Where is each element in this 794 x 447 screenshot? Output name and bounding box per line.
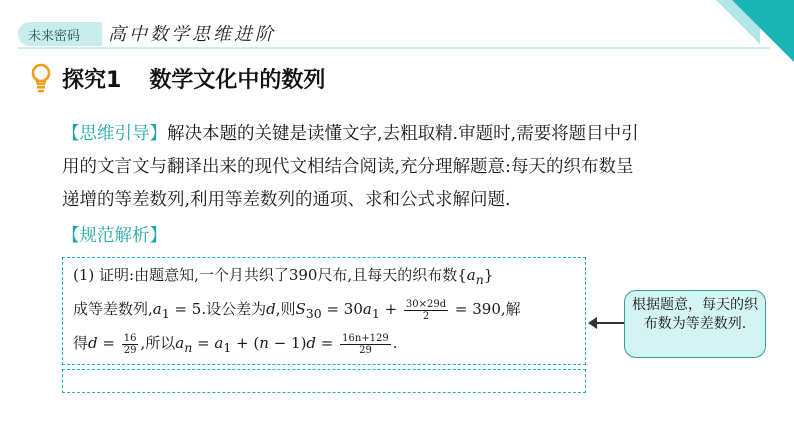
- math-sub: 1: [371, 306, 380, 321]
- solution-text: ,所以: [140, 334, 176, 352]
- fraction-numerator: 30×29d: [405, 298, 447, 310]
- thinking-guide-tag: 【思维引导】: [62, 124, 167, 144]
- spec-analysis-heading: 【规范解析】: [62, 226, 167, 246]
- fraction-denominator: 2: [422, 310, 430, 322]
- solution-text: = 30: [321, 300, 363, 318]
- fraction-denominator: 29: [359, 344, 372, 356]
- thinking-guide-line-2: 用的文言文与翻译出来的现代文相结合阅读,充分理解题意:每天的织布数呈: [62, 157, 634, 177]
- fraction: [340, 333, 391, 356]
- solution-text: +: [379, 300, 402, 318]
- fraction-denominator: 29: [123, 344, 137, 356]
- thinking-guide-text-1: ,去粗取精.审题时,需要将题目中引: [377, 124, 639, 144]
- fraction: [122, 333, 139, 356]
- solution-text: =: [192, 334, 215, 352]
- header-divider: [18, 47, 770, 49]
- solution-line-1: [73, 264, 493, 287]
- math-sub: n: [184, 340, 193, 355]
- section-title: 数学文化中的数列: [149, 67, 326, 93]
- solution-text: = 390,解: [450, 300, 521, 318]
- callout-arrow-head: [588, 317, 597, 329]
- math-sub: 30: [305, 306, 322, 321]
- series-title: 高中数学思维进阶: [108, 24, 276, 45]
- section-label: 探究1: [62, 67, 122, 93]
- math-var: d: [266, 300, 276, 318]
- math-var: n: [259, 334, 269, 352]
- math-var: a: [362, 300, 372, 318]
- solution-text: + (: [231, 334, 260, 352]
- fraction-numerator: 16n+129: [342, 332, 389, 344]
- math-var: d: [306, 334, 317, 352]
- solution-line-2: [73, 298, 521, 322]
- callout-arrow-line: [594, 322, 624, 324]
- solution-text: .: [392, 334, 398, 352]
- solution-text: 得: [73, 334, 89, 352]
- solution-text: ,则: [275, 300, 296, 318]
- thinking-guide-line-3: 递增的等差数列,利用等差数列的通项、求和公式求解问题.: [62, 190, 511, 210]
- solution-line-3: [73, 332, 398, 356]
- section-heading: [30, 62, 325, 94]
- brand-tag: 未来密码: [28, 29, 81, 44]
- math-var: a: [466, 266, 476, 284]
- solution-text: =: [97, 334, 120, 352]
- math-var: a: [175, 334, 185, 352]
- solution-text: }: [483, 266, 494, 284]
- corner-decoration-dark: [732, 0, 794, 62]
- math-var: a: [214, 334, 224, 352]
- solution-box-continuation: [62, 369, 586, 393]
- math-var: a: [152, 300, 162, 318]
- solution-text: 成等差数列,: [73, 300, 153, 318]
- math-sub: 1: [161, 306, 170, 321]
- math-var: d: [88, 334, 98, 352]
- math-sub: 1: [223, 340, 232, 355]
- thinking-guide-paragraph: [62, 118, 752, 217]
- thinking-guide-key: 解决本题的关键是读懂文字: [167, 124, 377, 144]
- math-var: S: [295, 300, 306, 318]
- fraction: [404, 299, 448, 322]
- math-sub: n: [475, 272, 484, 287]
- solution-text: =: [316, 334, 339, 352]
- hint-callout: 根据题意，每天的织布数为等差数列.: [624, 290, 766, 358]
- solution-text: (1) 证明:由题意知,一个月共织了390尺布,且每天的织布数{: [73, 266, 467, 284]
- lightbulb-icon: [30, 63, 52, 93]
- solution-text: − 1): [268, 334, 307, 352]
- solution-box: [62, 257, 586, 365]
- fraction-numerator: 16: [123, 332, 137, 344]
- solution-text: = 5.设公差为: [169, 300, 267, 318]
